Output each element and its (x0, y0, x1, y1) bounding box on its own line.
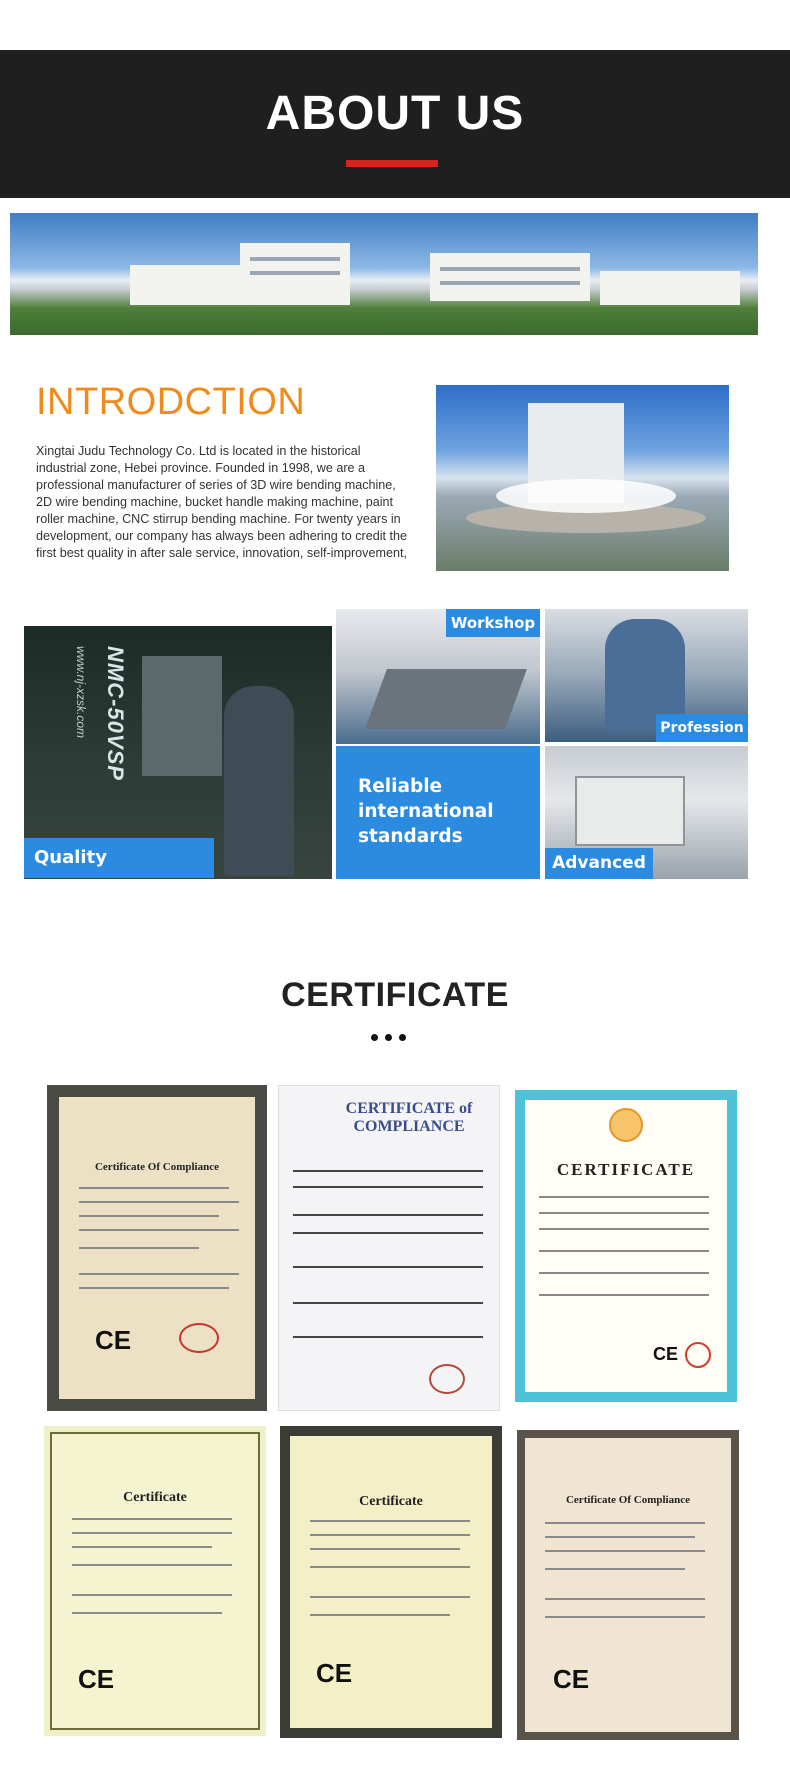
certificate-heading-text: Certificate (123, 1490, 187, 1505)
certificate-heading-text: Certificate (359, 1494, 423, 1509)
certificate-image (280, 1426, 502, 1738)
quality-assurance-tile (24, 626, 332, 908)
advanced-tile (545, 746, 748, 879)
ce-mark: CE (95, 1325, 132, 1355)
intro-heading: INTRODCTION (36, 381, 306, 423)
reliable-standards-label: Reliable international standards (358, 776, 494, 847)
advanced-label: Advanced (545, 848, 653, 879)
section-divider-dots (371, 1034, 411, 1042)
headquarters-photo (436, 385, 729, 571)
about-us-header (0, 50, 790, 198)
certificate-image (44, 1426, 266, 1736)
machine-model: NMC-50VSP (103, 646, 128, 781)
workshop-label: Workshop (446, 609, 540, 637)
stamp-seal (429, 1364, 465, 1394)
udem-logo (609, 1108, 643, 1142)
certificate-image (517, 1430, 739, 1740)
stamp-seal (179, 1323, 219, 1353)
certificate-heading-text: Certificate Of Compliance (565, 1494, 690, 1506)
workshop-tile (336, 609, 540, 744)
certificate-heading-text: Certificate Of Compliance (94, 1161, 219, 1173)
factory-banner-image (10, 213, 758, 335)
reliable-standards-tile (336, 746, 540, 879)
profession-label: Profession (656, 714, 748, 742)
intro-paragraph: Xingtai Judu Technology Co. Ltd is located in the historical industrial zone, Hebei province. Founded in 1998, we are a professional manufacturer of series of 3D wire bending machine, 2D wire bending machine, bucket handle making machine, paint roller machine, CNC stirrup bending machine. For twenty years in development, our company has always been adhering to credit the first best quality in after sale service, innovation, self-improvement, (36, 444, 408, 560)
certificate-heading: CERTIFICATE (281, 976, 509, 1014)
machine-website: www.nj-xzsk.com (74, 646, 88, 739)
certificate-image (278, 1085, 500, 1411)
ce-mark: CE (553, 1664, 590, 1694)
ce-mark: CE (316, 1658, 353, 1688)
profession-tile (545, 609, 748, 742)
certificate-heading-text: CERTIFICATE of COMPLIANCE (345, 1100, 473, 1135)
ce-mark: CE (78, 1664, 115, 1694)
ce-mark: CE (653, 1344, 679, 1364)
certificate-image (47, 1085, 267, 1411)
quality-assurance-label: Quality Assurance (24, 838, 214, 878)
title-underline (346, 160, 438, 167)
page-title: ABOUT US (265, 87, 525, 140)
certificate-heading-text: CERTIFICATE (556, 1160, 696, 1179)
certificate-image (515, 1090, 737, 1402)
stamp-seal (685, 1342, 711, 1368)
